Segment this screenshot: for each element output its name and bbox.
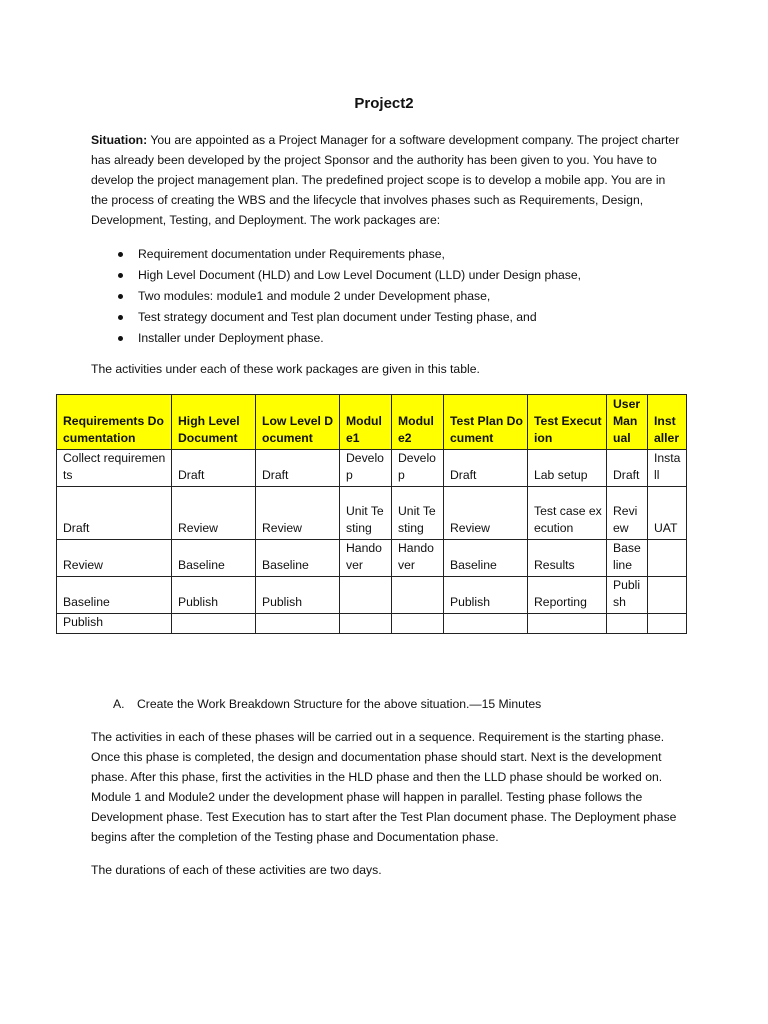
table-cell: Lab setup	[528, 450, 607, 487]
bullet-icon	[118, 336, 123, 341]
table-cell: Baseline	[256, 540, 340, 577]
table-cell: Publish	[57, 614, 172, 634]
list-item	[91, 265, 691, 286]
column-header: Installer	[648, 395, 687, 450]
list-item	[91, 244, 691, 265]
column-header: Module2	[392, 395, 444, 450]
column-header: User Manual	[607, 395, 648, 450]
column-header: Module1	[340, 395, 392, 450]
table-cell	[392, 577, 444, 614]
table-row	[57, 450, 687, 487]
table-intro: The activities under each of these work packages are given in this table.	[91, 362, 480, 376]
question-a-label: A.	[113, 697, 125, 711]
table-cell: Draft	[57, 487, 172, 540]
table-row	[57, 577, 687, 614]
question-a-text: Create the Work Breakdown Structure for the above situation.—15 Minutes	[137, 697, 542, 711]
durations-paragraph: The durations of each of these activities are two days.	[91, 863, 382, 877]
question-a	[113, 694, 541, 714]
table-cell	[648, 577, 687, 614]
table-cell: Reporting	[528, 577, 607, 614]
situation-label: Situation:	[91, 133, 148, 147]
list-item	[91, 328, 691, 349]
situation-text: You are appointed as a Project Manager for a software development company. The project charter has already been developed by the project Sponsor and the authority has been given to you. You have to develop the project management plan. The predefined project scope is to develop a mobile app. You are in the process of creating the WBS and the lifecycle that involves phases such as Requirements, Design, Development, Testing, and Deployment. The work packages are:	[91, 133, 680, 227]
column-header: Test Execution	[528, 395, 607, 450]
table-cell: Review	[256, 487, 340, 540]
table-cell: Publish	[172, 577, 256, 614]
table-cell: Develop	[340, 450, 392, 487]
bullet-icon	[118, 315, 123, 320]
table-cell: Unit Testing	[392, 487, 444, 540]
table-cell: Review	[444, 487, 528, 540]
page-title: Project2	[354, 95, 414, 112]
list-item-text: Requirement documentation under Requirements phase,	[138, 247, 445, 261]
table-cell: Develop	[392, 450, 444, 487]
table-row	[57, 487, 687, 540]
list-item-text: High Level Document (HLD) and Low Level Document (LLD) under Design phase,	[138, 268, 582, 282]
table-cell: UAT	[648, 487, 687, 540]
table-cell: Baseline	[57, 577, 172, 614]
table-cell: Draft	[444, 450, 528, 487]
list-item-text: Test strategy document and Test plan document under Testing phase, and	[138, 310, 537, 324]
list-item	[91, 286, 691, 307]
bullet-icon	[118, 273, 123, 278]
table-cell: Install	[648, 450, 687, 487]
table-cell	[392, 614, 444, 634]
table-row	[57, 614, 687, 634]
table-cell: Draft	[256, 450, 340, 487]
table-cell	[340, 614, 392, 634]
sequence-paragraph: The activities in each of these phases will be carried out in a sequence. Requirement is the starting phase. Once this phase is completed, the design and documentation phase should start. Next is the development phase. After this phase, first the activities in the HLD phase and then the LLD phase should be worked on. Module 1 and Module2 under the development phase will happen in parallel. Testing phase follows the Development phase. Test Execution has to start after the Test Plan document phase. The Deployment phase begins after the completion of the Testing phase and Documentation phase.	[91, 730, 677, 844]
table-cell: Draft	[607, 450, 648, 487]
table-cell: Publish	[444, 577, 528, 614]
table-cell	[528, 614, 607, 634]
list-item-text: Installer under Deployment phase.	[138, 331, 324, 345]
column-header: High Level Document	[172, 395, 256, 450]
table-cell: Handover	[392, 540, 444, 577]
table-cell	[444, 614, 528, 634]
table-header-row	[57, 395, 687, 450]
work-package-table	[56, 394, 687, 634]
work-package-list	[91, 244, 691, 349]
table-cell: Review	[57, 540, 172, 577]
situation-paragraph	[91, 130, 681, 230]
bullet-icon	[118, 252, 123, 257]
table-cell: Review	[607, 487, 648, 540]
table-cell: Handover	[340, 540, 392, 577]
list-item	[91, 307, 691, 328]
table-cell: Unit Testing	[340, 487, 392, 540]
table-cell: Results	[528, 540, 607, 577]
table-row	[57, 540, 687, 577]
table-cell: Publish	[256, 577, 340, 614]
column-header: Test Plan Document	[444, 395, 528, 450]
column-header: Low Level Document	[256, 395, 340, 450]
table-cell: Baseline	[444, 540, 528, 577]
bullet-icon	[118, 294, 123, 299]
list-item-text: Two modules: module1 and module 2 under Development phase,	[138, 289, 491, 303]
table-cell	[256, 614, 340, 634]
table-cell	[340, 577, 392, 614]
table-cell: Review	[172, 487, 256, 540]
table-cell: Draft	[172, 450, 256, 487]
table-cell	[648, 614, 687, 634]
table-cell	[172, 614, 256, 634]
table-cell: Collect requirements	[57, 450, 172, 487]
column-header: Requirements Documentation	[57, 395, 172, 450]
table-cell	[648, 540, 687, 577]
table-cell: Baseline	[607, 540, 648, 577]
table-cell: Publish	[607, 577, 648, 614]
table-cell: Baseline	[172, 540, 256, 577]
table-cell: Test case execution	[528, 487, 607, 540]
table-cell	[607, 614, 648, 634]
